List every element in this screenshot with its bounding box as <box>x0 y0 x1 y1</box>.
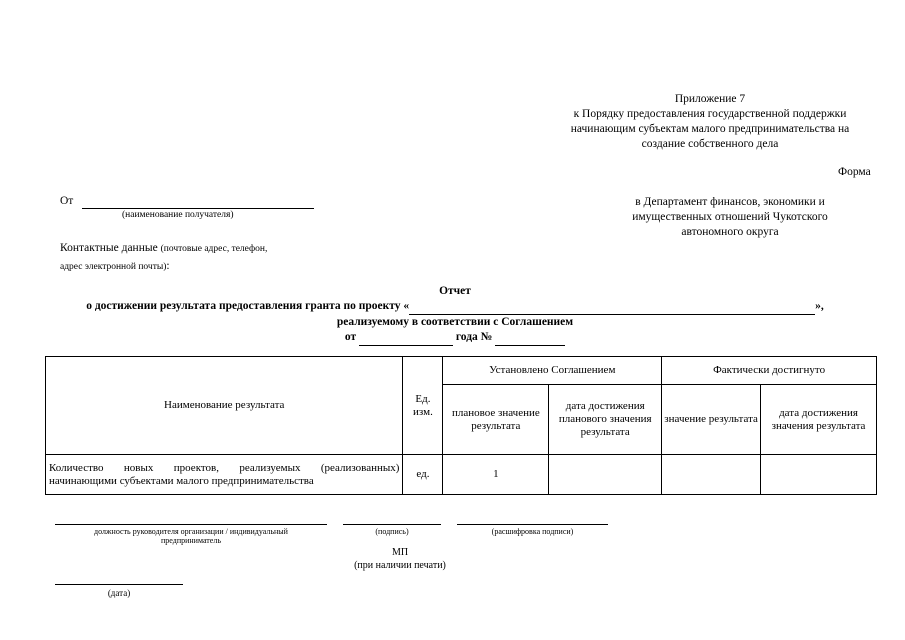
project-name-field[interactable] <box>409 299 815 315</box>
agreement-number-field[interactable] <box>495 330 565 346</box>
contacts-colon: : <box>166 260 170 272</box>
planned-date-cell[interactable] <box>549 455 662 495</box>
title-project-suffix: », <box>815 300 824 312</box>
appendix-line-3: создание собственного дела <box>641 138 779 150</box>
header-actual-value: значение результата <box>662 385 761 455</box>
appendix-line-1: к Порядку предоставления государственной поддержки <box>573 108 847 120</box>
recipient-name-field[interactable] <box>82 208 314 209</box>
table-row <box>46 455 877 495</box>
header-planned-value: плановое значение результата <box>443 385 549 455</box>
from-label: От <box>60 195 74 207</box>
position-hint-1: должность руководителя организации / индивидуальный <box>94 527 288 536</box>
signature-field[interactable] <box>343 524 441 525</box>
contacts-block <box>60 240 320 276</box>
agreement-date-field[interactable] <box>359 330 453 346</box>
appendix-header <box>540 92 880 152</box>
form-label: Форма <box>838 166 871 178</box>
recipient-department <box>590 195 870 240</box>
title-line-2 <box>60 299 850 315</box>
position-hint-2: предприниматель <box>161 536 221 545</box>
header-unit: Ед. изм. <box>403 357 443 455</box>
contacts-label: Контактные данные <box>60 242 158 254</box>
date-field[interactable] <box>55 584 183 585</box>
position-hint <box>55 527 327 545</box>
appendix-line-2: начинающим субъектам малого предпринимательства на <box>570 123 850 135</box>
seal-label: МП <box>391 547 409 558</box>
header-actual-group: Фактически достигнуто <box>662 357 877 385</box>
recipient-name-hint: (наименование получателя) <box>122 210 234 220</box>
actual-date-cell[interactable] <box>761 455 877 495</box>
agreement-from-label: от <box>344 331 357 343</box>
position-field[interactable] <box>55 524 327 525</box>
signature-hint: (подпись) <box>375 527 409 536</box>
unit-cell: ед. <box>403 455 443 495</box>
agreement-number-label: года № <box>455 331 493 343</box>
contacts-hint-1: (почтовые адрес, телефон, <box>160 244 268 254</box>
title-line-3: реализуемому в соответствии с Соглашением <box>336 316 574 328</box>
department-line-1: в Департамент финансов, экономики и <box>635 196 825 208</box>
contacts-hint-2: адрес электронной почты) <box>60 262 167 272</box>
result-name-cell: Количество новых проектов, реализуемых (реализованных) начинающими субъектами малого предпринимательства <box>46 455 403 495</box>
title-project-prefix: о достижении результата предоставления гранта по проекту « <box>86 300 410 312</box>
planned-value-cell[interactable]: 1 <box>443 455 549 495</box>
appendix-title: Приложение 7 <box>674 93 746 105</box>
seal-block <box>330 546 470 572</box>
header-result-name: Наименование результата <box>46 357 403 455</box>
signature-decoding-hint: (расшифровка подписи) <box>491 527 574 536</box>
title-line-1: Отчет <box>439 285 471 297</box>
report-title <box>60 284 850 346</box>
table-header-row <box>46 357 877 385</box>
date-hint: (дата) <box>107 588 131 598</box>
seal-hint: (при наличии печати) <box>354 560 446 571</box>
results-table <box>45 356 877 495</box>
title-line-4 <box>60 330 850 346</box>
header-actual-date: дата достижения значения результата <box>761 385 877 455</box>
header-agreement-group: Установлено Соглашением <box>443 357 662 385</box>
header-planned-date: дата достижения планового значения результата <box>549 385 662 455</box>
department-line-3: автономного округа <box>681 226 779 238</box>
signature-decoding-field[interactable] <box>457 524 608 525</box>
department-line-2: имущественных отношений Чукотского <box>632 211 828 223</box>
actual-value-cell[interactable] <box>662 455 761 495</box>
